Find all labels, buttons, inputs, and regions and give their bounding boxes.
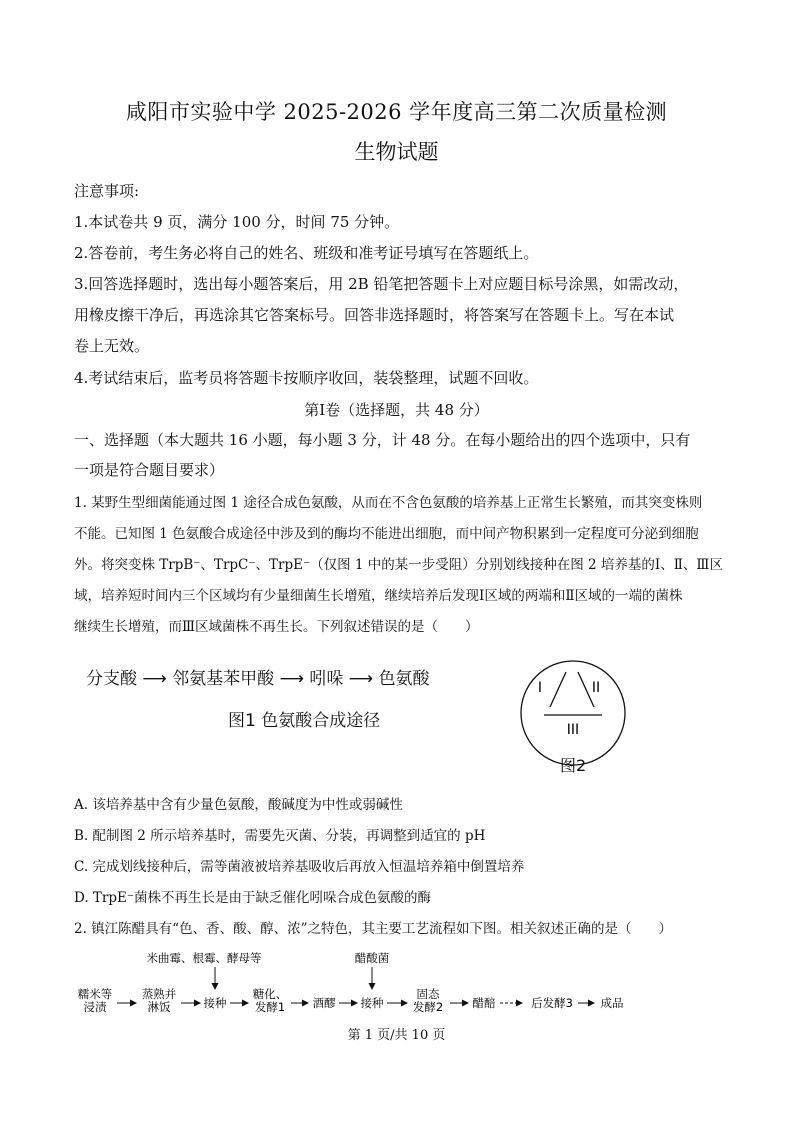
flow-step-4b: 发酵1 — [254, 1000, 286, 1014]
exam-subtitle: 生物试题 — [354, 140, 439, 164]
flow-step-9: 后发酵3 — [531, 996, 573, 1010]
notes-heading: 注意事项: — [74, 182, 140, 200]
flow-step-1a: 糯米等 — [77, 987, 113, 1001]
question-2-line: 2. 镇江陈醋具有“色、香、酸、醇、浓”之特色，其主要工艺流程如下图。相关叙述正确的是（ ） — [74, 921, 672, 937]
figure-1-pathway: 分支酸 ⟶ 邻氨基苯甲酸 ⟶ 吲哚 ⟶ 色氨酸 — [86, 669, 430, 689]
option-a: A. 该培养基中含有少量色氨酸，酸碱度为中性或弱碱性 — [74, 797, 403, 813]
option-b: B. 配制图 2 所示培养基时，需要先灭菌、分装，再调整到适宜的 pH — [74, 828, 486, 844]
flow-step-8: 醋醅 — [472, 996, 496, 1010]
figure-2-caption: 图2 — [560, 756, 587, 775]
flow-input-fungi: 米曲霉、根霉、酵母等 — [146, 951, 262, 965]
question-1-line: 1. 某野生型细菌能通过图 1 途径合成色氨酸，从而在不含色氨酸的培养基上正常生长繁殖，而其突变株则 — [74, 495, 703, 511]
flow-step-2a: 蒸熟并 — [141, 987, 177, 1001]
note-line: 4.考试结束后，监考员将答题卡按顺序收回，装袋整理，试题不回收。 — [74, 369, 539, 387]
note-line: 3.回答选择题时，选出每小题答案后，用 2B 铅笔把答题卡上对应题目标号涂黑，如需改动， — [74, 275, 689, 293]
note-line: 1.本试卷共 9 页，满分 100 分，时间 75 分钟。 — [74, 213, 400, 231]
question-1-line: 继续生长增殖，而Ⅲ区域菌株不再生长。下列叙述错误的是（ ） — [74, 619, 479, 635]
page-footer: 第 1 页/共 10 页 — [347, 1028, 446, 1043]
flow-step-1b: 浸渍 — [83, 1000, 107, 1014]
exam-title: 咸阳市实验中学 2025-2026 学年度高三第二次质量检测 — [125, 100, 668, 124]
flow-step-6: 接种 — [360, 996, 384, 1010]
flow-step-7a: 固态 — [416, 987, 440, 1001]
region-3-label: III — [566, 722, 580, 738]
flow-input-bacteria: 醋酸菌 — [354, 951, 390, 965]
note-line: 卷上无效。 — [74, 337, 150, 355]
figure-1-caption: 图1 色氨酸合成途径 — [228, 711, 381, 731]
petri-dish-outline — [521, 661, 625, 765]
flow-step-7b: 发酵2 — [412, 1000, 444, 1014]
flow-step-10: 成品 — [600, 996, 624, 1010]
question-1-line: 不能。已知图 1 色氨酸合成途径中涉及到的酶均不能进出细胞，而中间产物积累到一定程度可分泌到细胞 — [74, 526, 699, 542]
question-1-line: 域，培养短时间内三个区域均有少量细菌生长增殖，继续培养后发现Ⅰ区域的两端和Ⅱ区域的一端的菌株 — [74, 588, 683, 604]
flow-step-5: 酒醪 — [312, 996, 336, 1010]
flow-step-2b: 淋饭 — [147, 1000, 171, 1014]
streak-line-1 — [550, 672, 566, 707]
note-line: 2.答卷前，考生务必将自己的姓名、班级和准考证号填写在答题纸上。 — [74, 244, 539, 262]
section-intro-line: 一、选择题（本大题共 16 小题，每小题 3 分，计 48 分。在每小题给出的四个选项中，只有 — [74, 431, 691, 449]
part-title: 第Ⅰ卷（选择题，共 48 分） — [304, 401, 489, 419]
flow-step-3: 接种 — [203, 996, 227, 1010]
note-line: 用橡皮擦干净后，再选涂其它答案标号。回答非选择题时，将答案写在答题卡上。写在本试 — [74, 306, 675, 324]
option-d: D. TrpE⁻菌株不再生长是由于缺乏催化吲哚合成色氨酸的酶 — [74, 890, 432, 906]
flow-step-4a: 糖化、 — [252, 987, 288, 1001]
question-1-line: 外。将突变株 TrpB⁻、TrpC⁻、TrpE⁻（仅图 1 中的某一步受阻）分别划线接种在图 2 培养基的Ⅰ、Ⅱ、Ⅲ区 — [74, 557, 723, 573]
region-1-label: I — [537, 680, 543, 696]
option-c: C. 完成划线接种后，需等菌液被培养基吸收后再放入恒温培养箱中倒置培养 — [74, 859, 525, 875]
region-2-label: II — [591, 680, 601, 696]
vinegar-process-flowchart — [70, 945, 630, 1017]
section-intro-line: 一项是符合题目要求） — [74, 461, 225, 479]
